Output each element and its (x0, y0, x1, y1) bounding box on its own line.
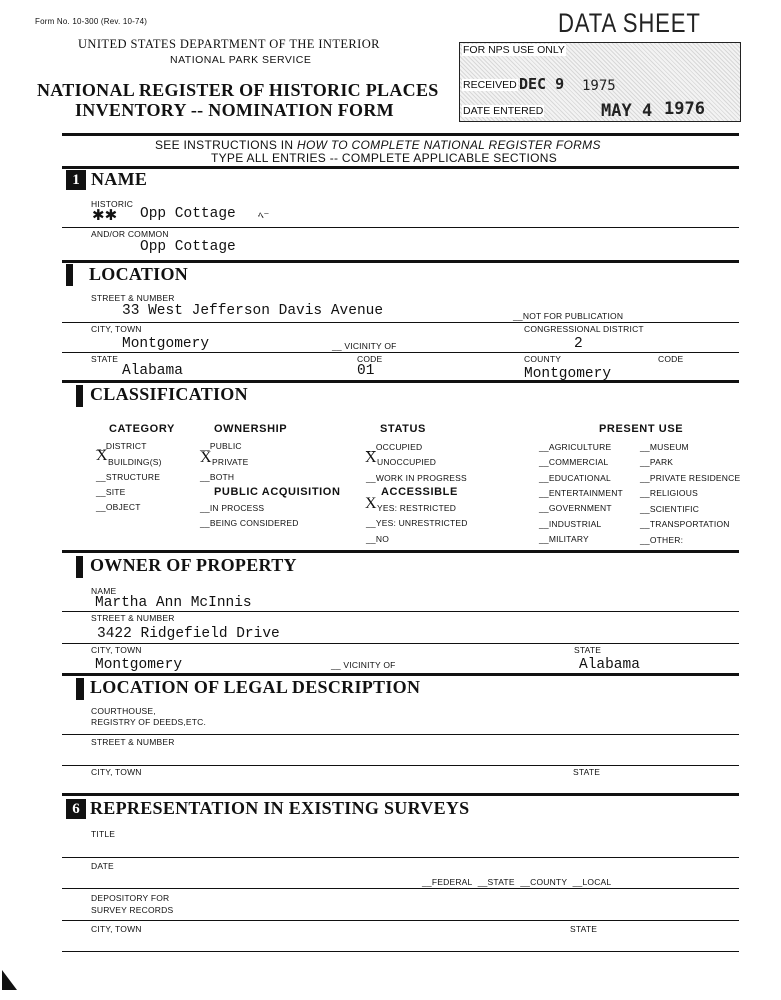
owner-state[interactable]: Alabama (579, 657, 640, 673)
owner-name[interactable]: Martha Ann McInnis (95, 595, 252, 611)
section-divider (62, 380, 739, 383)
use-other[interactable]: __OTHER: (640, 535, 684, 545)
field-line (62, 734, 739, 735)
historic-label: HISTORIC (91, 199, 134, 209)
col-status: STATUS (380, 423, 426, 435)
use-government[interactable]: __GOVERNMENT (539, 503, 612, 513)
section-number-1: 1 (66, 170, 86, 190)
check-private: X (200, 449, 212, 466)
category-building[interactable]: BUILDING(S) (108, 457, 162, 467)
owner-vicinity[interactable]: __ VICINITY OF (331, 660, 396, 670)
use-military[interactable]: __MILITARY (539, 534, 589, 544)
scan-corner-mark (0, 968, 20, 993)
vicinity-label[interactable]: __ VICINITY OF (332, 341, 397, 351)
section-title-location: LOCATION (89, 264, 189, 284)
nps-heading: FOR NPS USE ONLY (463, 44, 565, 56)
ownership-private[interactable]: PRIVATE (212, 457, 249, 467)
section-title-surveys: REPRESENTATION IN EXISTING SURVEYS (90, 798, 470, 818)
form-number: Form No. 10-300 (Rev. 10-74) (35, 17, 148, 26)
check-restricted: X (365, 495, 377, 512)
accessible-heading: ACCESSIBLE (381, 486, 458, 498)
county-label: COUNTY (524, 354, 562, 364)
legal-street-label: STREET & NUMBER (91, 737, 175, 747)
state-label: STATE (91, 354, 119, 364)
legal-state-label: STATE (573, 767, 601, 777)
service-name: NATIONAL PARK SERVICE (170, 54, 312, 66)
check-building: X (96, 447, 108, 464)
section-divider (62, 550, 739, 553)
ownership-both[interactable]: __BOTH (200, 472, 235, 482)
form-title-line2: INVENTORY -- NOMINATION FORM (75, 100, 394, 120)
category-structure[interactable]: __STRUCTURE (96, 472, 161, 482)
use-religious[interactable]: __RELIGIOUS (640, 488, 698, 498)
section-number-5 (76, 678, 84, 700)
use-museum[interactable]: __MUSEUM (640, 442, 689, 452)
courthouse-label: COURTHOUSE, (91, 706, 156, 716)
use-industrial[interactable]: __INDUSTRIAL (539, 519, 602, 529)
city-label: CITY, TOWN (91, 324, 142, 334)
field-line (62, 322, 739, 323)
section-number-2 (66, 264, 73, 286)
section-divider (62, 673, 739, 676)
survey-records-label: SURVEY RECORDS (91, 905, 174, 915)
owner-street-label: STREET & NUMBER (91, 613, 175, 623)
accessible-no[interactable]: __NO (366, 534, 390, 544)
use-transportation[interactable]: __TRANSPORTATION (640, 519, 730, 529)
ink-mark: ✱✱ (92, 206, 118, 224)
state-value[interactable]: Alabama (122, 363, 183, 379)
use-park[interactable]: __PARK (640, 457, 674, 467)
not-for-publication[interactable]: __NOT FOR PUBLICATION (513, 311, 624, 321)
accessible-unrestricted[interactable]: __YES: UNRESTRICTED (366, 518, 468, 528)
form-title-line1: NATIONAL REGISTER OF HISTORIC PLACES (37, 80, 439, 100)
field-line (62, 920, 739, 921)
use-agriculture[interactable]: __AGRICULTURE (539, 442, 612, 452)
instructions-divider (62, 166, 739, 169)
section-number-4 (76, 556, 83, 578)
accessible-restricted[interactable]: YES: RESTRICTED (377, 503, 457, 513)
field-line (62, 765, 739, 766)
use-educational[interactable]: __EDUCATIONAL (539, 473, 611, 483)
instructions-line2: TYPE ALL ENTRIES -- COMPLETE APPLICABLE SECTIONS (211, 151, 558, 165)
status-unoccupied[interactable]: UNOCCUPIED (377, 457, 437, 467)
survey-state-label: STATE (570, 924, 598, 934)
received-date: DEC 9 (519, 75, 565, 93)
field-line (62, 888, 739, 889)
section-divider (62, 260, 739, 263)
street-value[interactable]: 33 West Jefferson Davis Avenue (122, 303, 384, 319)
survey-title-label: TITLE (91, 829, 116, 839)
section-title-classification: CLASSIFICATION (90, 384, 248, 404)
status-occupied[interactable]: __OCCUPIED (366, 442, 423, 452)
owner-city[interactable]: Montgomery (95, 657, 183, 673)
status-work-in-progress[interactable]: __WORK IN PROGRESS (366, 473, 467, 483)
common-name[interactable]: Opp Cottage (140, 239, 236, 255)
ownership-public[interactable]: __PUBLIC (200, 441, 242, 451)
col-category: CATEGORY (109, 423, 175, 435)
survey-levels[interactable]: __FEDERAL __STATE __COUNTY __LOCAL (422, 877, 612, 887)
ink-scribble: ﾍ⁻ (258, 209, 270, 222)
entered-date: MAY 4 (601, 101, 653, 121)
entered-label: DATE ENTERED (463, 105, 544, 117)
code-value[interactable]: 01 (357, 363, 375, 379)
field-line (62, 227, 739, 228)
owner-state-label: STATE (574, 645, 602, 655)
check-unoccupied: X (365, 449, 377, 466)
owner-name-label: NAME (91, 586, 117, 596)
category-object[interactable]: __OBJECT (96, 502, 141, 512)
owner-street[interactable]: 3422 Ridgefield Drive (97, 626, 280, 642)
use-commercial[interactable]: __COMMERCIAL (539, 457, 609, 467)
common-label: AND/OR COMMON (91, 229, 169, 239)
field-line (62, 951, 739, 952)
col-ownership: OWNERSHIP (214, 423, 288, 435)
category-site[interactable]: __SITE (96, 487, 126, 497)
acquisition-heading: PUBLIC ACQUISITION (214, 486, 341, 498)
section-title-legal: LOCATION OF LEGAL DESCRIPTION (90, 677, 421, 697)
entered-year: 1976 (664, 99, 705, 119)
field-line (62, 611, 739, 612)
field-line (62, 857, 739, 858)
department-name: UNITED STATES DEPARTMENT OF THE INTERIOR (78, 37, 380, 51)
historic-name[interactable]: Opp Cottage (140, 206, 236, 222)
field-line (62, 643, 739, 644)
acquisition-in-process[interactable]: __IN PROCESS (200, 503, 265, 513)
code-label: CODE (357, 354, 383, 364)
received-label: RECEIVED (463, 79, 517, 91)
use-entertainment[interactable]: __ENTERTAINMENT (539, 488, 623, 498)
congressional-value[interactable]: 2 (574, 336, 583, 352)
legal-city-label: CITY, TOWN (91, 767, 142, 777)
data-sheet-stamp: DATA SHEET (558, 8, 701, 38)
survey-date-label: DATE (91, 861, 114, 871)
congressional-label: CONGRESSIONAL DISTRICT (524, 324, 644, 334)
registry-label: REGISTRY OF DEEDS,ETC. (91, 717, 207, 727)
use-scientific[interactable]: __SCIENTIFIC (640, 504, 700, 514)
acquisition-being-considered[interactable]: __BEING CONSIDERED (200, 518, 299, 528)
code2-label: CODE (658, 354, 684, 364)
instructions-line1: SEE INSTRUCTIONS IN HOW TO COMPLETE NATIONAL REGISTER FORMS (155, 138, 601, 152)
depository-label: DEPOSITORY FOR (91, 893, 170, 903)
section-divider (62, 793, 739, 796)
field-line (62, 352, 739, 353)
county-value[interactable]: Montgomery (524, 366, 612, 382)
section-title-owner: OWNER OF PROPERTY (90, 555, 297, 575)
section-title-name: NAME (91, 169, 148, 189)
city-value[interactable]: Montgomery (122, 336, 210, 352)
owner-city-label: CITY, TOWN (91, 645, 142, 655)
header-divider (62, 133, 739, 136)
use-private-residence[interactable]: __PRIVATE RESIDENCE (640, 473, 741, 483)
col-present-use: PRESENT USE (599, 423, 684, 435)
section-number-3 (76, 385, 83, 407)
street-label: STREET & NUMBER (91, 293, 175, 303)
category-district[interactable]: __DISTRICT (96, 441, 147, 451)
survey-city-label: CITY, TOWN (91, 924, 142, 934)
section-number-6: 6 (66, 799, 86, 819)
received-year: 1975 (582, 78, 616, 94)
